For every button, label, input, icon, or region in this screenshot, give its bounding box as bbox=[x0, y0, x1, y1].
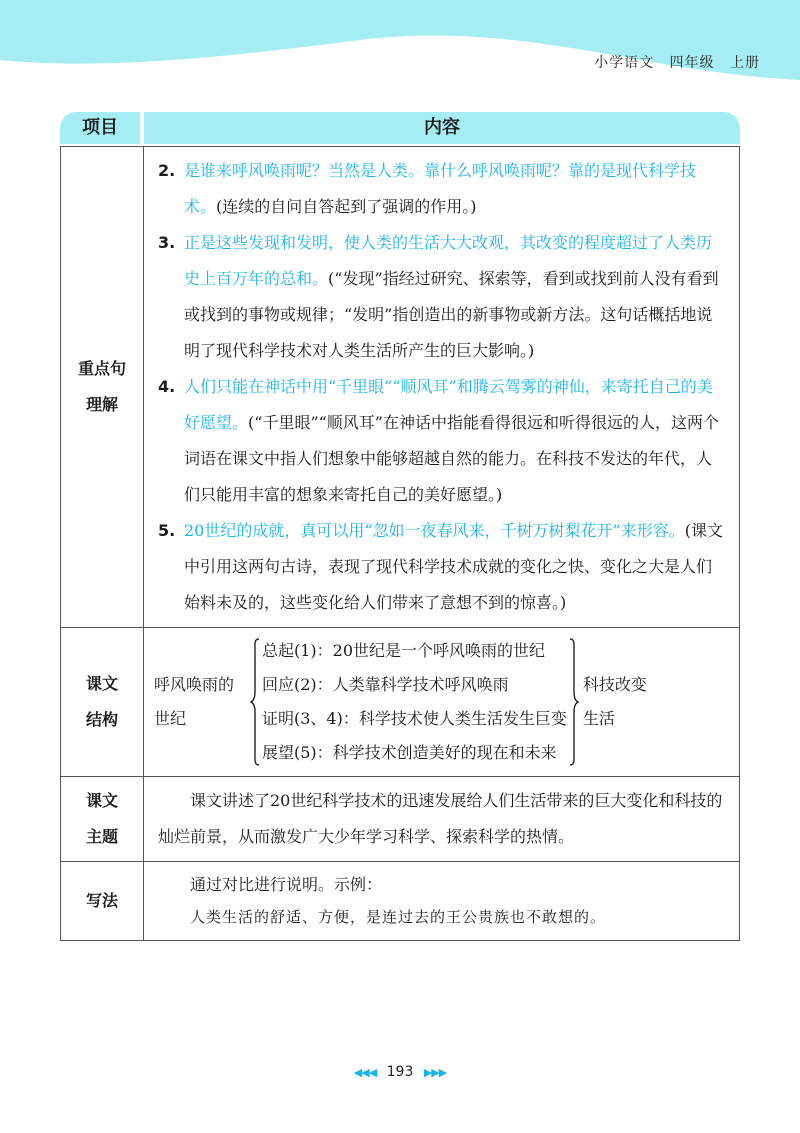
theme-content bbox=[144, 777, 740, 862]
item-number: 3. bbox=[158, 233, 176, 252]
header-volume: 上册 bbox=[730, 55, 760, 71]
writing-intro: 通过对比进行说明。示例： bbox=[190, 875, 383, 894]
sentence-item bbox=[158, 369, 727, 513]
sentence-note: (“千里眼”“顺风耳”在神话中指能看得很远和听得很远的人，这两个词语在课文中指人们想象中能够超越自然的能力。在科技不发达的年代，人们只能用丰富的想象来寄托自己的美好愿望。) bbox=[184, 413, 719, 504]
label-structure bbox=[61, 628, 144, 777]
header-subject: 小学语文 bbox=[594, 55, 655, 71]
sentence-item bbox=[158, 225, 727, 369]
left-brace-icon bbox=[250, 638, 260, 766]
writing-example: 人类生活的舒适、方便，是连过去的王公贵族也不敢想的。 bbox=[190, 908, 607, 926]
structure-part: 证明(3、4)：科学技术使人类生活发生巨变 bbox=[262, 709, 567, 728]
structure-title-line: 呼风唤雨的 bbox=[154, 675, 235, 694]
key-sentences-content bbox=[144, 147, 740, 628]
structure-diagram bbox=[154, 628, 735, 776]
structure-title-line: 世纪 bbox=[154, 709, 187, 728]
row-structure bbox=[61, 628, 740, 777]
label-line: 结构 bbox=[85, 710, 118, 729]
sentence-note: (“发现”指经过研究、探索等，看到或找到前人没有看到或找到的事物或规律；“发明”指创造出的新事物或新方法。这句话概括地说明了现代科学技术对人类生活所产生的巨大影响。) bbox=[184, 269, 719, 360]
structure-part: 回应(2)：人类靠科学技术呼风唤雨 bbox=[262, 675, 509, 694]
item-number: 2. bbox=[158, 161, 176, 180]
page-number: 193 bbox=[386, 1064, 414, 1080]
highlight-sentence: 20世纪的成就，真可以用“忽如一夜春风来，千树万树梨花开”来形容。 bbox=[184, 521, 685, 540]
col-header-item: 项目 bbox=[60, 112, 140, 144]
label-line: 理解 bbox=[85, 395, 118, 414]
sentence-item bbox=[158, 153, 727, 225]
sentence-item bbox=[158, 513, 727, 621]
right-arrows-icon: ▶▶▶ bbox=[423, 1066, 447, 1079]
theme-text: 课文讲述了20世纪科学技术的迅速发展给人们生活带来的巨大变化和科技的灿烂前景，从而激发广大少年学习科学、探索科学的热情。 bbox=[158, 791, 723, 846]
left-arrows-icon: ◀◀◀ bbox=[353, 1066, 377, 1079]
structure-content bbox=[144, 628, 740, 777]
highlight-sentence: 正是这些发现和发明，使人类的生活大大改观，其改变的程度超过了人类历史上百万年的总和。 bbox=[184, 233, 713, 288]
structure-result-line: 生活 bbox=[582, 709, 615, 728]
header-grade: 四年级 bbox=[669, 55, 715, 71]
col-header-content: 内容 bbox=[144, 112, 740, 144]
right-brace-icon bbox=[569, 638, 579, 766]
structure-parts bbox=[260, 634, 569, 770]
summary-table bbox=[60, 146, 740, 941]
structure-part: 总起(1)：20世纪是一个呼风唤雨的世纪 bbox=[262, 641, 546, 660]
structure-result bbox=[579, 668, 673, 736]
running-header bbox=[584, 52, 760, 72]
highlight-sentence: 人们只能在神话中用“千里眼”“顺风耳”和腾云驾雾的神仙，来寄托自己的美好愿望。 bbox=[184, 377, 713, 432]
sentence-note: (连续的自问自答起到了强调的作用。) bbox=[216, 197, 477, 216]
label-line: 课文 bbox=[85, 791, 118, 810]
structure-title bbox=[154, 668, 250, 736]
sentence-note: (课文中引用这两句古诗，表现了现代科学技术成就的变化之快、变化之大是人们始料未及的，这些变化给人们带来了意想不到的惊喜。) bbox=[184, 521, 723, 612]
writing-content bbox=[144, 862, 740, 941]
label-line: 重点句 bbox=[77, 359, 126, 378]
page-footer bbox=[0, 1064, 800, 1080]
label-line: 课文 bbox=[85, 674, 118, 693]
row-writing bbox=[61, 862, 740, 941]
structure-part: 展望(5)：科学技术创造美好的现在和未来 bbox=[262, 743, 557, 762]
structure-result-line: 科技改变 bbox=[582, 675, 647, 694]
label-key-sentences bbox=[61, 147, 144, 628]
item-number: 5. bbox=[158, 521, 176, 540]
row-key-sentences bbox=[61, 147, 740, 628]
item-number: 4. bbox=[158, 377, 176, 396]
label-line: 主题 bbox=[85, 827, 118, 846]
table-header bbox=[60, 112, 740, 144]
highlight-sentence: 是谁来呼风唤雨呢？当然是人类。靠什么呼风唤雨呢？靠的是现代科学技术。 bbox=[184, 161, 697, 216]
label-theme bbox=[61, 777, 144, 862]
row-theme bbox=[61, 777, 740, 862]
label-writing: 写法 bbox=[61, 862, 144, 941]
